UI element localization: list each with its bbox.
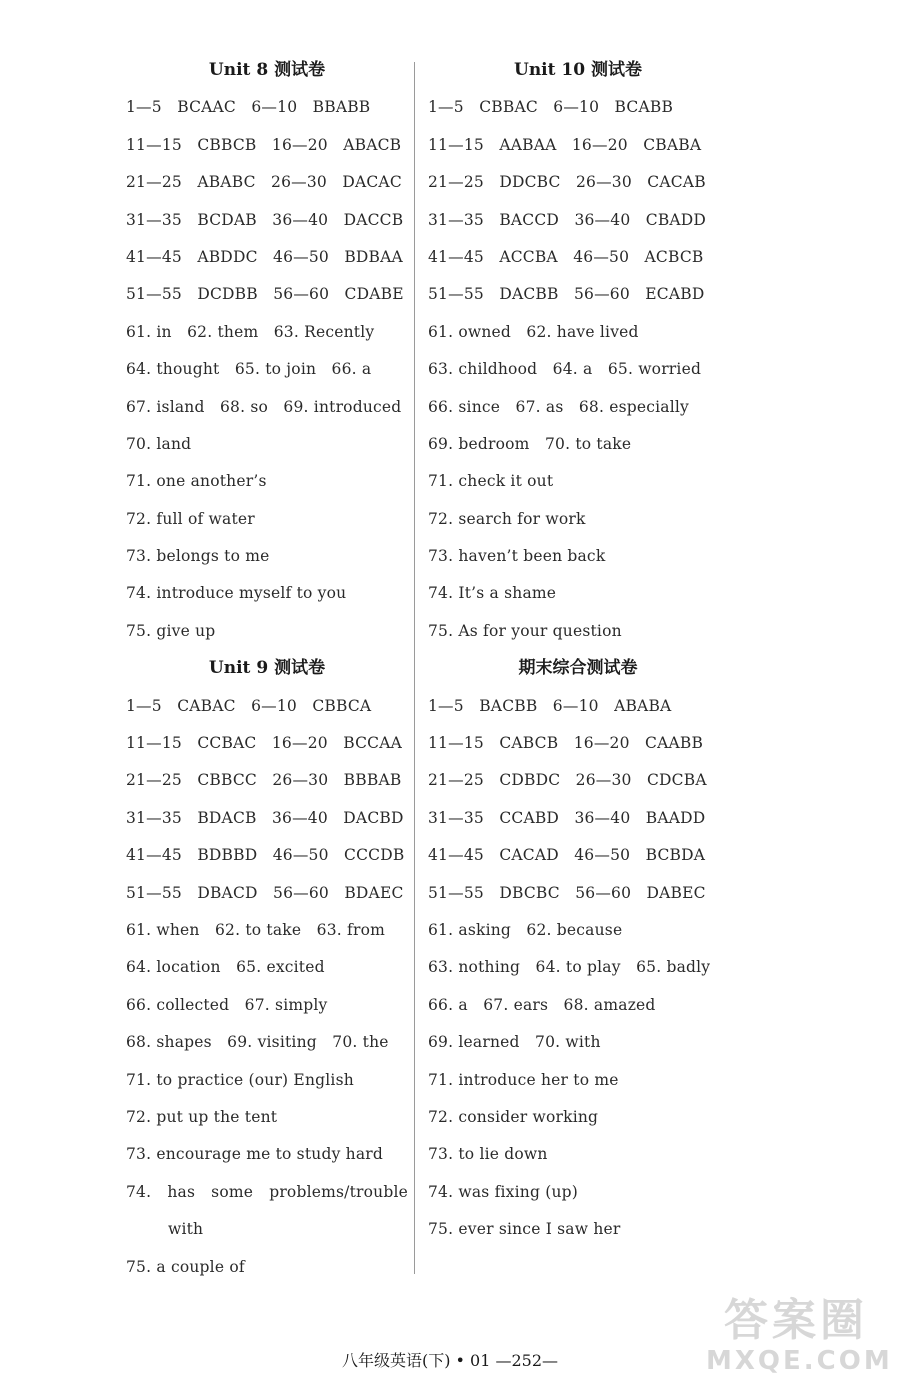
- answer-word: problems/trouble: [269, 1182, 408, 1201]
- answer-line-74-continued: with: [168, 1220, 204, 1239]
- watermark-logo: [706, 1295, 893, 1382]
- answer-line: 75. As for your question: [428, 621, 622, 640]
- answer-line: 21—25 DDCBC 26—30 CACAB: [428, 173, 706, 192]
- answer-line: 61. owned 62. have lived: [428, 322, 639, 341]
- page-footer: 八年级英语(下) • 01 —252—: [341, 1351, 559, 1370]
- answer-line: 11—15 CCBAC 16—20 BCCAA: [126, 734, 402, 753]
- answer-line: 69. learned 70. with: [428, 1033, 601, 1052]
- answer-line: 64. location 65. excited: [126, 958, 325, 977]
- answer-line: 51—55 DBCBC 56—60 DABEC: [428, 883, 706, 902]
- answer-line: 71. introduce her to me: [428, 1070, 619, 1089]
- answer-line: 71. one another’s: [126, 472, 267, 491]
- answer-line: 41—45 BDBBD 46—50 CCCDB: [126, 846, 405, 865]
- answer-line: 51—55 DACBB 56—60 ECABD: [428, 285, 705, 304]
- answer-line: 61. in 62. them 63. Recently: [126, 322, 375, 341]
- answer-line-74: [126, 1174, 408, 1211]
- answer-line: 31—35 CCABD 36—40 BAADD: [428, 808, 706, 827]
- watermark-top-text: 答案圈: [724, 1295, 868, 1346]
- column-divider: [414, 62, 415, 1274]
- watermark-bottom-text: MXQE.COM: [706, 1346, 893, 1376]
- answer-line: 68. shapes 69. visiting 70. the: [126, 1033, 389, 1052]
- answer-line: 1—5 CBBAC 6—10 BCABB: [428, 98, 674, 117]
- section-title-unit10: Unit 10 测试卷: [514, 60, 642, 80]
- answer-line: 41—45 CACAD 46—50 BCBDA: [428, 846, 706, 865]
- answer-line: 72. put up the tent: [126, 1107, 278, 1126]
- answer-line: 63. nothing 64. to play 65. badly: [428, 958, 711, 977]
- answer-line: 21—25 ABABC 26—30 DACAC: [126, 173, 402, 192]
- answer-line: 31—35 BDACB 36—40 DACBD: [126, 808, 404, 827]
- answer-line: 11—15 CBBCB 16—20 ABACB: [126, 135, 402, 154]
- answer-line: 51—55 DBACD 56—60 BDAEC: [126, 883, 404, 902]
- answer-line: 1—5 BCAAC 6—10 BBABB: [126, 98, 371, 117]
- left-column: [126, 52, 408, 1286]
- answer-line: 31—35 BCDAB 36—40 DACCB: [126, 210, 404, 229]
- answer-line: 73. haven’t been back: [428, 547, 606, 566]
- answer-line: 63. childhood 64. a 65. worried: [428, 360, 702, 379]
- answer-line: 1—5 BACBB 6—10 ABABA: [428, 696, 672, 715]
- answer-line: 67. island 68. so 69. introduced: [126, 397, 402, 416]
- answer-line: 74. introduce myself to you: [126, 584, 347, 603]
- answer-line: 66. a 67. ears 68. amazed: [428, 995, 656, 1014]
- answer-line: 73. belongs to me: [126, 547, 270, 566]
- answer-line: 74. was fixing (up): [428, 1182, 578, 1201]
- right-column: [428, 52, 728, 1249]
- section-title-final-exam: 期末综合测试卷: [518, 658, 638, 679]
- answer-line: 73. encourage me to study hard: [126, 1145, 384, 1164]
- answer-line: 71. check it out: [428, 472, 554, 491]
- answer-line: 11—15 CABCB 16—20 CAABB: [428, 734, 704, 753]
- answer-line: 75. give up: [126, 621, 216, 640]
- answer-word: 74.: [126, 1182, 152, 1201]
- answer-line: 1—5 CABAC 6—10 CBBCA: [126, 696, 372, 715]
- answer-line: 11—15 AABAA 16—20 CBABA: [428, 135, 702, 154]
- answer-line: 64. thought 65. to join 66. a: [126, 360, 372, 379]
- answer-line: 75. ever since I saw her: [428, 1220, 621, 1239]
- answer-line: 72. full of water: [126, 509, 255, 528]
- answer-line: 41—45 ABDDC 46—50 BDBAA: [126, 247, 403, 266]
- answer-line: 51—55 DCDBB 56—60 CDABE: [126, 285, 404, 304]
- answer-line: 66. since 67. as 68. especially: [428, 397, 690, 416]
- answer-line: 71. to practice (our) English: [126, 1070, 354, 1089]
- answer-line: 74. It’s a shame: [428, 584, 557, 603]
- answer-line: 21—25 CBBCC 26—30 BBBAB: [126, 771, 402, 790]
- answer-line: 70. land: [126, 434, 192, 453]
- answer-line: 72. consider working: [428, 1107, 599, 1126]
- answer-line: 61. when 62. to take 63. from: [126, 920, 385, 939]
- answer-word: some: [211, 1182, 254, 1201]
- answer-line: 61. asking 62. because: [428, 920, 623, 939]
- answer-line: 66. collected 67. simply: [126, 995, 328, 1014]
- section-title-unit9: Unit 9 测试卷: [208, 658, 326, 679]
- answer-word: has: [167, 1182, 196, 1201]
- answer-line: 31—35 BACCD 36—40 CBADD: [428, 210, 707, 229]
- answer-line: 73. to lie down: [428, 1145, 548, 1164]
- answer-line: 69. bedroom 70. to take: [428, 434, 632, 453]
- answer-line: 72. search for work: [428, 509, 586, 528]
- answer-line: 21—25 CDBDC 26—30 CDCBA: [428, 771, 707, 790]
- answer-line: 41—45 ACCBA 46—50 ACBCB: [428, 247, 704, 266]
- answer-line: 75. a couple of: [126, 1257, 245, 1276]
- section-title-unit8: Unit 8 测试卷: [208, 60, 326, 80]
